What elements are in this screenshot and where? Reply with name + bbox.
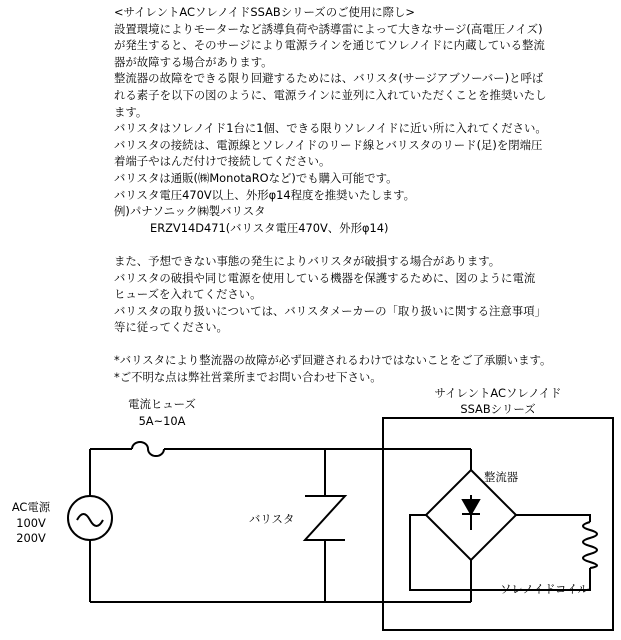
paragraph-line: 設置環境によりモーターなど誘導負荷や誘導雷によって大きなサージ(高電圧ノイズ) <box>114 21 543 36</box>
fuse-label: 電流ヒューズ <box>128 397 196 411</box>
note-line: *ご不明な点は弊社営業所までお問い合わせ下さい。 <box>114 370 382 385</box>
paragraph-line: 整流器の故障をできる限り回避するためには、バリスタ(サージアブソーバー)と呼ば <box>114 71 544 86</box>
ac-source-circle <box>68 496 112 540</box>
solenoid-coil-icon <box>583 522 597 568</box>
document-heading: <サイレントACソレノイドSSABシリーズのご使用に際し> <box>114 5 415 19</box>
paragraph-line: ヒューズを入れてください。 <box>114 287 262 302</box>
paragraph-line: バリスタは通販(㈱MonotaROなど)でも購入可能です。 <box>114 170 398 185</box>
paragraph-line: れる素子を以下の図のように、電源ラインに並列に入れていただくことを推奨いたし <box>114 87 547 102</box>
rectifier-output-right <box>516 515 590 522</box>
paragraph-line: バリスタはソレノイド1台に1個、できる限りソレノイドに近い所に入れてください。 <box>114 121 547 136</box>
varistor-symbol <box>305 496 345 540</box>
ac-voltage-1: 100V <box>16 516 46 530</box>
note-line: *バリスタにより整流器の故障が必ず回避されるわけではないことをご了承願います。 <box>114 353 552 368</box>
ac-wave-icon <box>77 514 103 526</box>
paragraph-line: が発生すると、そのサージにより電源ラインを通じてソレノイドに内蔵している整流 <box>114 38 545 53</box>
product-label-2: SSABシリーズ <box>460 402 536 416</box>
ac-voltage-2: 200V <box>16 531 46 545</box>
varistor-label: バリスタ <box>249 512 295 526</box>
paragraph-line: また、予想できない事態の発生によりバリスタが破損する場合があります。 <box>114 253 501 268</box>
paragraph-line: 着端子やはんだ付けで接続してください。 <box>114 154 331 169</box>
fuse-rating: 5A~10A <box>138 414 186 428</box>
paragraph-line: 器が故障する場合があります。 <box>114 54 273 69</box>
paragraph-line: バリスタの取り扱いについては、バリスタメーカーの「取り扱いに関する注意事項」 <box>114 303 546 318</box>
paragraph-line: バリスタの接続は、電源線とソレノイドのリード線とバリスタのリード(足)を閉端圧 <box>114 137 543 152</box>
paragraph-line: 例)パナソニック㈱製バリスタ <box>114 204 266 219</box>
ac-source-label: AC電源 <box>11 500 51 514</box>
paragraph-line: バリスタ電圧470V以上、外形φ14程度を推奨いたします。 <box>114 187 415 202</box>
product-label-1: サイレントACソレノイド <box>434 386 562 400</box>
example-part-number: ERZV14D471(バリスタ電圧470V、外形φ14) <box>150 220 389 235</box>
fuse-symbol <box>132 442 164 456</box>
rectifier-label: 整流器 <box>484 470 519 484</box>
paragraph-line: 等に従ってください。 <box>114 320 228 335</box>
paragraph-line: バリスタの破損や同じ電源を使用している機器を保護するために、図のように電流 <box>114 270 536 285</box>
paragraph-line: ます。 <box>114 104 148 119</box>
coil-label: ソレノイドコイル <box>500 582 589 596</box>
